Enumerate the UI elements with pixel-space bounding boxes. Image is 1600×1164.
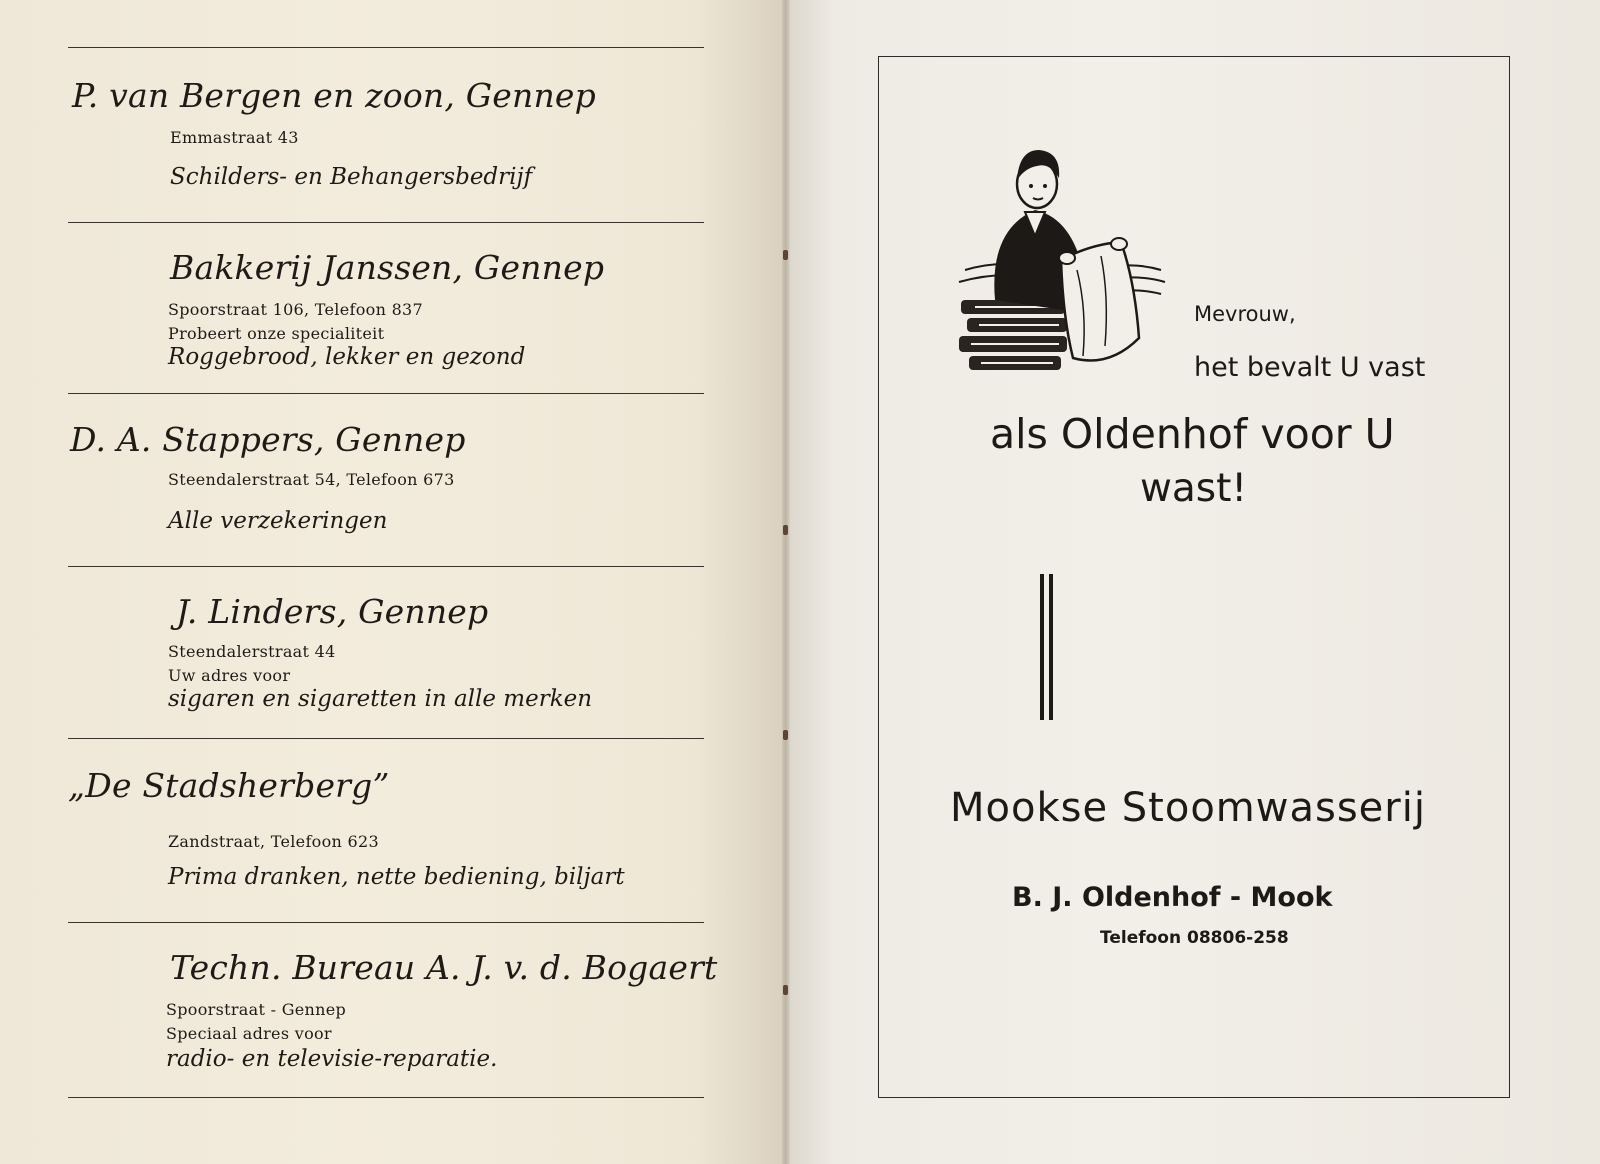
divider bbox=[68, 393, 704, 394]
ad-subline: Probeert onze specialiteit bbox=[168, 324, 385, 343]
ad-tagline: radio- en televisie-reparatie. bbox=[166, 1046, 498, 1072]
ad-address: Steendalerstraat 44 bbox=[168, 642, 336, 661]
owner-location: B. J. Oldenhof - Mook bbox=[1012, 882, 1333, 913]
ad-subline: Speciaal adres voor bbox=[166, 1024, 332, 1043]
divider bbox=[68, 738, 704, 739]
ad-address: Zandstraat, Telefoon 623 bbox=[168, 832, 379, 851]
divider bbox=[68, 922, 704, 923]
company-name: Mookse Stoomwasserij bbox=[950, 785, 1426, 831]
woman-folding-laundry-illustration bbox=[955, 150, 1185, 395]
ad-address: Steendalerstraat 54, Telefoon 673 bbox=[168, 470, 455, 489]
ad-address: Spoorstraat - Gennep bbox=[166, 1000, 347, 1019]
divider bbox=[68, 222, 704, 223]
divider bbox=[68, 566, 704, 567]
decorative-double-bar bbox=[1040, 574, 1054, 720]
ad-subline: Uw adres voor bbox=[168, 666, 291, 685]
ad-title: P. van Bergen en zoon, Gennep bbox=[72, 76, 596, 115]
ad-address: Spoorstraat 106, Telefoon 837 bbox=[168, 300, 424, 319]
divider bbox=[68, 1097, 704, 1098]
staple-bottom bbox=[783, 985, 788, 995]
slogan-line-3: wast! bbox=[1140, 466, 1248, 511]
ad-tagline: Schilders- en Behangersbedrijf bbox=[170, 164, 533, 190]
divider bbox=[68, 47, 704, 48]
ad-tagline: Roggebrood, lekker en gezond bbox=[168, 344, 526, 370]
ad-tagline: sigaren en sigaretten in alle merken bbox=[168, 686, 593, 712]
phone-number: Telefoon 08806-258 bbox=[1100, 928, 1289, 948]
ad-title: J. Linders, Gennep bbox=[176, 592, 489, 631]
greeting: Mevrouw, bbox=[1194, 302, 1296, 326]
staple-upper-middle bbox=[783, 525, 788, 535]
ad-tagline: Alle verzekeringen bbox=[168, 508, 388, 534]
staple-lower-middle bbox=[783, 730, 788, 740]
slogan-line-1: het bevalt U vast bbox=[1194, 352, 1426, 383]
ad-title: „De Stadsherberg” bbox=[68, 766, 390, 805]
staple-top bbox=[783, 250, 788, 260]
ad-title: D. A. Stappers, Gennep bbox=[70, 420, 466, 459]
ad-title: Techn. Bureau A. J. v. d. Bogaert bbox=[170, 948, 718, 987]
ad-tagline: Prima dranken, nette bediening, biljart bbox=[168, 864, 625, 890]
ad-address: Emmastraat 43 bbox=[170, 128, 299, 147]
ad-title: Bakkerij Janssen, Gennep bbox=[170, 248, 605, 287]
slogan-line-2: als Oldenhof voor U bbox=[990, 410, 1395, 458]
